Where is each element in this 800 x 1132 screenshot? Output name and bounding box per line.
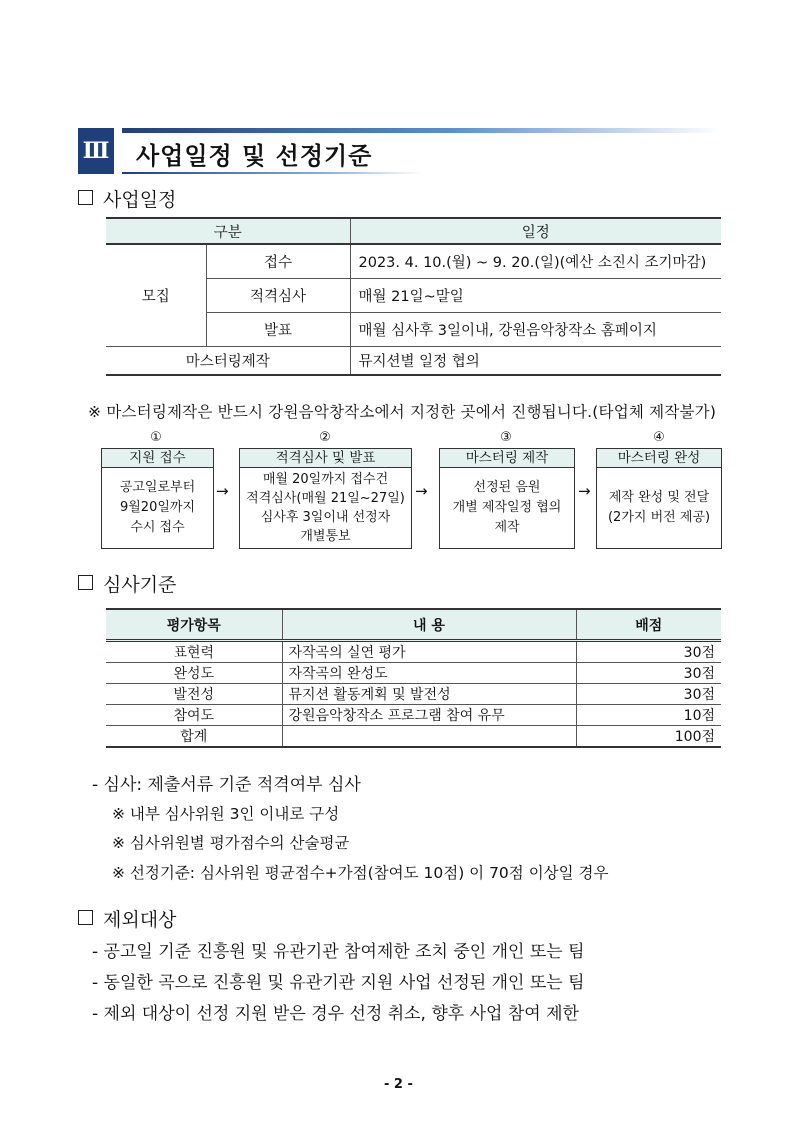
criteria-item: 합계	[106, 726, 282, 748]
schedule-heading	[78, 185, 176, 212]
criteria-item: 발전성	[106, 684, 282, 705]
step-title: 마스터링 완성	[597, 449, 721, 468]
schedule-row-label: 발표	[206, 313, 350, 347]
section-top-rule	[122, 128, 720, 133]
exclusion-item: - 동일한 곡으로 진흥원 및 유관기관 지원 사업 선정된 개인 또는 팀	[92, 973, 585, 993]
criteria-score: 30점	[576, 663, 721, 684]
step-line: 공고일로부터	[119, 480, 196, 495]
table-row	[106, 726, 721, 748]
criteria-score: 30점	[576, 641, 721, 663]
schedule-row-label: 접수	[206, 244, 350, 279]
arrow-right-icon: →	[415, 482, 428, 500]
schedule-heading-text: 사업일정	[103, 189, 177, 211]
step-line: 적격심사(매월 21일~27일)	[246, 491, 405, 506]
step-body	[102, 468, 213, 548]
schedule-header-category: 구분	[106, 218, 350, 244]
checkbox-square-icon	[78, 910, 93, 925]
section-number-badge: Ⅲ	[78, 128, 114, 174]
exclusion-heading-text: 제외대상	[103, 909, 177, 931]
exclusion-item: - 제외 대상이 선정 지원 받은 경우 선정 취소, 향후 사업 참여 제한	[92, 1004, 579, 1024]
criteria-header-score: 배점	[576, 609, 721, 641]
mastering-label: 마스터링제작	[106, 347, 350, 376]
criteria-item: 참여도	[106, 705, 282, 726]
step-body	[597, 468, 721, 548]
criteria-item: 완성도	[106, 663, 282, 684]
schedule-header-date: 일정	[350, 218, 721, 244]
step-number: ④	[653, 430, 665, 445]
exclusion-item: - 공고일 기준 진흥원 및 유관기관 참여제한 조치 중인 개인 또는 팀	[92, 942, 585, 962]
schedule-row-value: 매월 심사후 3일이내, 강원음악창작소 홈페이지	[350, 313, 721, 347]
table-row	[106, 663, 721, 684]
schedule-table	[106, 217, 721, 376]
criteria-score: 100점	[576, 726, 721, 748]
step-body	[440, 468, 574, 548]
criteria-score: 10점	[576, 705, 721, 726]
criteria-content: 자작곡의 완성도	[282, 663, 576, 684]
page-number: - 2 -	[384, 1077, 413, 1092]
arrow-right-icon: →	[578, 482, 591, 500]
step-number: ①	[150, 430, 162, 445]
review-line: - 심사: 제출서류 기준 적격여부 심사	[92, 775, 361, 795]
step-line: 심사후 3일이내 선정자	[260, 510, 391, 525]
step-line: 매월 20일까지 접수건	[262, 472, 389, 487]
step-line: 9월20일까지	[119, 500, 196, 515]
criteria-content: 강원음악창작소 프로그램 참여 유무	[282, 705, 576, 726]
criteria-content: 자작곡의 실연 평가	[282, 641, 576, 663]
step-line: 선정된 음원	[473, 480, 541, 495]
step-title: 지원 접수	[102, 449, 213, 468]
criteria-header-item: 평가항목	[106, 609, 282, 641]
step-body	[240, 468, 411, 548]
schedule-row-value: 2023. 4. 10.(월) ~ 9. 20.(일)(예산 소진시 조기마감)	[350, 244, 721, 279]
criteria-heading	[78, 570, 176, 597]
step-box	[101, 448, 214, 549]
mastering-value: 뮤지션별 일정 협의	[350, 347, 721, 376]
step-line: 제작	[494, 520, 520, 535]
table-row	[106, 705, 721, 726]
criteria-heading-text: 심사기준	[103, 574, 177, 596]
schedule-group-label: 모집	[106, 244, 206, 347]
section-title: 사업일정 및 선정기준	[136, 142, 373, 170]
table-row	[106, 347, 721, 376]
step-box	[439, 448, 575, 549]
step-number: ③	[500, 430, 512, 445]
checkbox-square-icon	[78, 575, 93, 590]
criteria-content: 뮤지션 활동계획 및 발전성	[282, 684, 576, 705]
criteria-item: 표현력	[106, 641, 282, 663]
step-line: 개별통보	[300, 529, 351, 544]
step-line: (2가지 버전 제공)	[607, 510, 711, 525]
criteria-content	[282, 726, 576, 748]
criteria-note: ※ 심사위원별 평가점수의 산술평균	[112, 834, 350, 852]
step-line: 개별 제작일정 협의	[452, 500, 562, 515]
criteria-note: ※ 내부 심사위원 3인 이내로 구성	[112, 805, 340, 823]
criteria-header-content: 내 용	[282, 609, 576, 641]
table-row	[106, 641, 721, 663]
section-bottom-rule	[122, 172, 422, 174]
exclusion-heading	[78, 905, 176, 932]
criteria-note: ※ 선정기준: 심사위원 평균점수+가점(참여도 10점) 이 70점 이상일 경우	[112, 864, 609, 882]
criteria-score: 30점	[576, 684, 721, 705]
step-line: 제작 완성 및 전달	[608, 490, 710, 505]
criteria-table	[106, 608, 721, 748]
schedule-row-label: 적격심사	[206, 279, 350, 313]
step-line: 수시 접수	[130, 520, 185, 535]
schedule-row-value: 매월 21일~말일	[350, 279, 721, 313]
section-header	[78, 128, 720, 174]
step-title: 마스터링 제작	[440, 449, 574, 468]
step-number: ②	[319, 430, 331, 445]
step-title: 적격심사 및 발표	[240, 449, 411, 468]
step-box	[596, 448, 722, 549]
arrow-right-icon: →	[216, 482, 229, 500]
step-box	[239, 448, 412, 549]
table-row	[106, 244, 721, 279]
mastering-note: ※ 마스터링제작은 반드시 강원음악창작소에서 지정한 곳에서 진행됩니다.(타업체 제작불가)	[88, 403, 717, 421]
table-row	[106, 684, 721, 705]
checkbox-square-icon	[78, 190, 93, 205]
